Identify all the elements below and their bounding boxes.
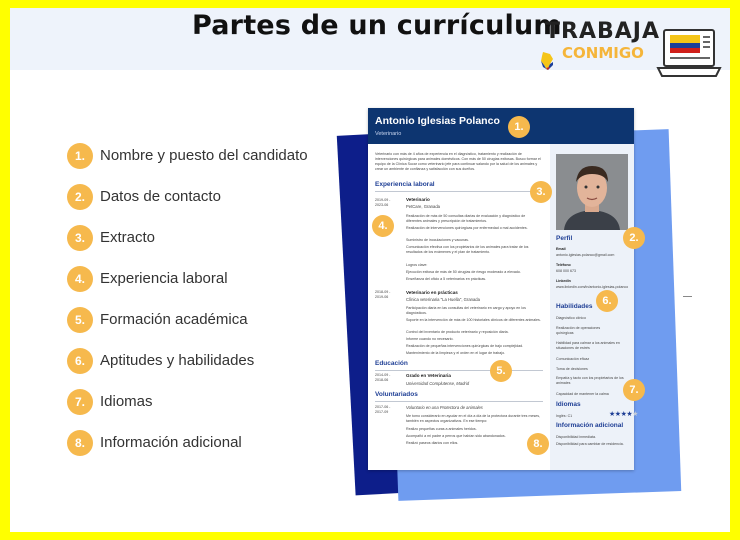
cv-section-education: Educación: [375, 360, 408, 367]
skill-item: Diagnóstico clínico: [556, 316, 586, 320]
edu-title: Grado en Veterinaria: [406, 373, 451, 378]
cv-section-experience: Experiencia laboral: [375, 181, 435, 188]
additional-item: Disponibilidad para cambiar de residencia.: [556, 442, 624, 446]
legend-label: Formación académica: [100, 311, 248, 328]
divider: [375, 191, 543, 192]
legend-label: Idiomas: [100, 393, 153, 410]
section-marker: 3.: [530, 181, 552, 203]
vol-bullet: Acompañó a mi padre a perros que habían sido abandonados.: [406, 434, 506, 438]
vol-title: Voluntario en una Protectora de animales: [406, 405, 483, 410]
cv-section-skills: Habilidades: [556, 303, 593, 310]
job1-achievement: Enseñanza del oficio a 5 veterinarios en prácticas.: [406, 277, 487, 281]
page-title: Partes de un currículum: [192, 10, 562, 41]
job1-dates: 2019-09 - 2023-06: [375, 198, 391, 207]
divider: [375, 401, 543, 402]
star-icon: ★: [609, 411, 615, 418]
job2-title: Veterinario en prácticas: [406, 290, 458, 295]
skill-item: Toma de decisiones: [556, 367, 588, 371]
infographic: [10, 8, 730, 532]
job1-title: Veterinario: [406, 197, 430, 202]
cv-section-languages: Idiomas: [556, 401, 581, 408]
legend-number-badge: 4.: [67, 266, 93, 292]
legend-number-badge: 1.: [67, 143, 93, 169]
laptop-flag-icon: [656, 26, 722, 82]
legend-label: Información adicional: [100, 434, 242, 451]
vol-text: Me tomo considerarlo en ayudar en el día a día de la protectora durante tres meses, también en aspectos organizativos. En ese tiempo:: [406, 414, 541, 423]
section-marker: 1.: [508, 116, 530, 138]
vol-bullet: Realizó paseos diarios con ellos.: [406, 441, 459, 445]
job1-achievement: Ejecución exitosa de más de 50 cirugías de riesgo moderado a elevado.: [406, 270, 521, 274]
cv-summary: Veterinario con más de 4 años de experiencia en el diagnóstico, tratamiento y realización de intervenciones quirúrgicas para animales domésticos. Con más de 50 cirugías exitosas. Busco formar el equipo de la Clínica Sucar como veterinario jefe para continuar salando por la salud de los animales y crear un ambiente de confianza y satisfacción con sus dueños.: [375, 152, 541, 171]
legend-item: [67, 430, 357, 456]
job2-bullet: Realización de pequeñas intervenciones quirúrgicas de bajo complejidad.: [406, 344, 524, 348]
legend-number-badge: 3.: [67, 225, 93, 251]
skill-item: Comunicación eficaz: [556, 357, 590, 361]
additional-item: Disponibilidad inmediata.: [556, 435, 596, 439]
job2-bullet: Soporte en la intervención de más de 100 historiales clínicos de diferentes animales.: [406, 318, 541, 322]
job1-bullet: Comunicación efectiva con los propietarios de los animales para tratar de los resultados de los exámenes y el plan de tratamiento.: [406, 245, 529, 254]
legend-item: [67, 266, 357, 292]
legend-item: [67, 225, 357, 251]
legend-item: [67, 143, 357, 169]
star-icon: ★: [620, 411, 627, 418]
job2-bullet: Mantenimiento de la limpieza y el orden en el lugar de trabajo.: [406, 351, 506, 355]
legend-item: [67, 307, 357, 333]
vol-dates: 2017-06 - 2017-09: [375, 405, 391, 414]
legend-label: Nombre y puesto del candidato: [100, 147, 308, 164]
linkedin-value: www.linkedin.com/in/antonio-iglesias-polanco: [556, 285, 629, 289]
decorative-dash: [683, 296, 692, 297]
email-label: Email: [556, 247, 566, 251]
star-icon: ★: [614, 411, 621, 418]
legend-number-badge: 5.: [67, 307, 93, 333]
cv-section-volunteer: Voluntariados: [375, 391, 418, 398]
job1-bullet: Realización de más de 50 consultas diarias de evaluación y diagnóstico de diferentes animales y prescripción de tratamientos.: [406, 214, 526, 223]
cv-name: Antonio Iglesias Polanco: [375, 115, 500, 127]
job2-bullet: Participación diaria en las consultas del veterinario en cargo y apoyo en los diagnósticos.: [406, 306, 526, 315]
legend-item: [67, 184, 357, 210]
skill-item: Capacidad de mantener la calma: [556, 392, 609, 396]
language-level: Inglés: C1: [556, 414, 573, 418]
section-marker: 5.: [490, 360, 512, 382]
legend-label: Experiencia laboral: [100, 270, 228, 287]
job1-place: PetCare, Granada: [406, 204, 440, 209]
cv-header: [368, 108, 634, 144]
profile-photo: [556, 154, 628, 230]
skill-item: Empatía y tacto con los propietarios de los animales: [556, 376, 624, 385]
legend-item: [67, 348, 357, 374]
section-marker: 4.: [372, 215, 394, 237]
cv-section-additional: Información adicional: [556, 422, 624, 429]
linkedin-label: LinkedIn: [556, 279, 571, 283]
vol-bullet: Realizo pequeñas curas a animales heridos.: [406, 427, 477, 431]
legend-label: Aptitudes y habilidades: [100, 352, 255, 369]
job1-achievements-label: Logros clave:: [406, 263, 428, 267]
edu-dates: 2014-09 - 2018-06: [375, 373, 391, 382]
star-icon: ★: [626, 411, 633, 418]
cv-section-profile: Perfil: [556, 235, 573, 242]
section-marker: 6.: [596, 290, 618, 312]
job2-bullet: Control del inventario de producto veterinario y reposición diaria.: [406, 330, 509, 334]
job1-bullet: Suministro de inoculaciones y vacunas.: [406, 238, 469, 242]
legend-number-badge: 8.: [67, 430, 93, 456]
logo-text-trabaja: TRABAJA: [545, 19, 660, 44]
logo: [540, 18, 725, 80]
language-rating-stars: [609, 411, 638, 419]
job2-dates: 2018-09 - 2019-06: [375, 290, 391, 299]
divider: [375, 370, 543, 371]
job2-place: Clínica veterinaria "La Huella", Granada: [406, 297, 480, 302]
cv-role: Veterinario: [375, 131, 402, 137]
section-marker: 7.: [623, 379, 645, 401]
legend-item: [67, 389, 357, 415]
phone-value: 608 000 673: [556, 269, 576, 273]
edu-place: Universidad Complutense, Madrid: [406, 381, 470, 386]
phone-label: Teléfono: [556, 263, 571, 267]
cv-document: [368, 108, 638, 470]
legend-number-badge: 2.: [67, 184, 93, 210]
legend-label: Datos de contacto: [100, 188, 221, 205]
skill-item: Realización de operaciones quirúrgicas: [556, 326, 601, 335]
legend-number-badge: 7.: [67, 389, 93, 415]
job2-bullet: Informe cuando no necesario.: [406, 337, 454, 341]
section-marker: 2.: [623, 227, 645, 249]
legend-number-badge: 6.: [67, 348, 93, 374]
legend-label: Extracto: [100, 229, 156, 246]
colombia-map-icon: [540, 52, 554, 70]
logo-text-conmigo: CONMIGO: [562, 44, 644, 62]
star-icon: ★: [632, 411, 638, 418]
email-value: antonio.iglesias.polanco@gmail.com: [556, 253, 615, 257]
section-marker: 8.: [527, 433, 549, 455]
skill-item: Habilidad para calmar a los animales en situaciones de estrés: [556, 341, 620, 350]
job1-bullet: Realización de intervenciones quirúrgicas por enfermedad o mal accidentes.: [406, 226, 528, 230]
